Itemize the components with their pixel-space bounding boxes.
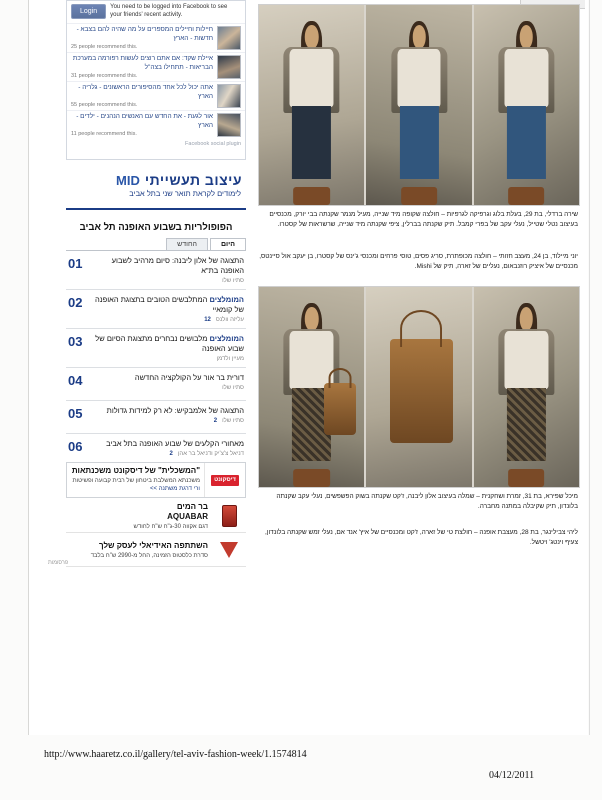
tab-today[interactable]: היום [210,238,246,250]
ad-subtext: דגם אקווה 30-ג"ח ש"ח לחודש [133,523,208,530]
ad-brand: AQUABAR [167,511,208,521]
rank-number: 03 [68,334,83,349]
tab-month[interactable]: החודש [166,238,208,250]
recommend-count: 55 people recommend this. [71,102,138,108]
discount-bank-logo [204,463,245,497]
ad-headline: השתתפה האידיאלי לעסק שלך [99,540,208,550]
comment-count: 12 [204,317,211,323]
article-link[interactable]: אור לגעת - את החדש עם האנשים הנהנים - ילדים - הארץ [76,113,213,129]
article-link[interactable]: איילת שקד: אם אתם רוצים לעשות רפורמה במערכת הבריאות - תתחילו בצה"ל [72,55,213,71]
photo-caption: ליהי צבילינגר, בת 28, מעצבת אופנה – חולצת טי של זארה, ז'קט ומכנסיים של איץ' אנד אם, נעלי זמש שקנתה בלונדון, צעיף וינטג' ויטשל. [265,529,578,546]
ad-aquabar[interactable] [66,500,246,533]
photo-caption: שירה ברדלי, בת 29, בעלת בלוג וגרפיקה לגרפיות – חולצה שקופה מיד שנייה, מעיל מנמר שקנתה בבי יורק, מכנסיים בעיצוב נטלי שטייל, נעלי עקב של בפרי קמבל. תיק שקנתה בברלין, ציפי שקנתה מיד שנייה, שרשראות של קסטרו. [269,211,578,228]
ad-headline: בר המים [176,501,208,511]
list-item[interactable] [67,52,245,81]
photo-figure-4 [259,287,364,487]
mid-english-title: MID [116,173,140,188]
list-item[interactable] [66,329,246,368]
article-link[interactable]: התצוגה של אלמבקיש: לא רק למידות גדולות [106,406,244,415]
large-handbag [390,339,453,443]
photo-figure-3 [474,5,579,205]
rank-number: 06 [68,439,83,454]
list-item[interactable] [66,290,246,329]
photo-figure-6 [474,287,579,487]
byline: סתיו שלו [222,278,244,284]
bottle-icon [212,502,246,530]
ad-subtext: סדרת כלסטוס הזמינה, החל מ-2990 ש"ח בלבד [90,552,208,559]
popular-articles-module [66,218,246,467]
article-thumbnail [217,84,241,108]
recommended-tag: המומלצים [209,295,244,304]
photo-caption: יוני מיילוד, בן 24, מעצב חזותי – חולצה מכופתרת, סריג פסים, טוסי פרחים ומכנסי ג'ינס של קסטרו, בן יעקב אול סיינטס, מכנסיים של איציק רוזנבאום, נעליים של זארה, תיק של Mishi. [259,253,578,270]
mid-subtitle: לימודים לקראת תואר שני בתל אביב [129,189,241,198]
list-item[interactable] [67,23,245,52]
article-thumbnail [217,26,241,50]
popular-heading: הפופולריות בשבוע האופנה תל אביב [79,222,233,233]
vase-icon [212,536,246,564]
article-link[interactable]: המתלבשים הטובים בתצוגת האופנה של קומאיי [94,295,244,314]
article-link[interactable]: חיילות וחיילים המספרים על מה שהיה להם בצבא - חדשות - הארץ [76,26,213,42]
list-item[interactable] [66,401,246,434]
rank-number: 05 [68,406,83,421]
advertisement-label: פרסומות [48,560,69,566]
page-edge-left [28,0,29,735]
byline: סתיו שלו [222,418,244,424]
comment-count: 2 [169,451,173,457]
article-link[interactable]: אתה יכול לכל אחד מהסיפורים הראשונים - גלריה - הארץ [78,84,213,100]
article-link[interactable]: התצוגה של אלון ליבנה: סיום מרהיב לשבוע האופנה בת"א [111,256,244,275]
recommended-tag: המומלצים [209,334,244,343]
recommend-count: 11 people recommend this. [71,131,137,137]
rank-number: 02 [68,295,83,310]
article-thumbnail [217,113,241,137]
photo-group-top [258,4,580,206]
discount-badge: דיסקונט [211,475,239,486]
handbag [324,383,356,435]
byline: סתיו שלו [222,385,244,391]
mid-hebrew-title: עיצוב תעשייתי [144,172,242,188]
list-item[interactable] [67,110,245,139]
list-item[interactable] [66,368,246,401]
facebook-plugin-label: Facebook social plugin [185,141,241,147]
facebook-login-button[interactable]: Login [71,4,106,19]
ad-subtext: משכנתא המשלבת ביטחון של רבית קבועה ופשיטות [72,478,200,484]
photo-figure-2 [366,5,471,205]
photo-figure-1 [259,5,364,205]
comment-count: 2 [213,418,218,424]
article-thumbnail [217,55,241,79]
mid-program-banner[interactable] [66,168,246,210]
article-link[interactable]: מאחורי הקלעים של שבוע האופנה בתל אביב [106,439,244,448]
printed-url: http://www.haaretz.co.il/gallery/tel-aviv-fashion-week/1.1574814 [44,749,307,760]
photo-caption: מיכל שפירא, בת 31, זמרת ושחקנית – שמלה בעיצוב אלון ליבנה, ז'קט שקנתה בשוק הפשפשים, נעלי עקב שקנתה בלונדון, תיק שקיבלה במתנה מחברה. [276,493,578,510]
page-edge-right [589,0,590,735]
article-link[interactable]: מלבושים נבחרים מתצוגת הסיום של שבוע האופנה [95,334,244,353]
photo-figure-5 [366,287,471,487]
byline: דניאל צ'צ'יק ודניאל בר אהן [177,451,244,457]
article-link[interactable]: דורית בר אור על הקולקציה החדשה [134,373,244,382]
printed-date: 04/12/2011 [489,770,535,781]
facebook-recommendations-widget [66,0,246,160]
ad-headline: "המשכלית" של דיסקונט משכנתאות [71,466,200,475]
recommend-count: 25 people recommend this. [71,44,138,50]
rank-number: 01 [68,256,83,271]
list-item[interactable] [66,251,246,290]
ad-link[interactable]: ורי דרגת משתנה >> [150,486,200,492]
ad-office-furniture[interactable] [66,534,246,567]
popular-tabs [66,238,246,251]
rank-number: 04 [68,373,83,388]
byline: עליזה וולנס [215,317,244,323]
recommend-count: 31 people recommend this. [71,73,138,79]
byline: מעיין ולדמן [216,356,244,362]
facebook-login-note: You need to be logged into Facebook to see your friends' recent activity. [110,4,228,18]
ad-discount-mortgage[interactable] [66,462,246,498]
list-item[interactable] [67,81,245,110]
photo-group-bottom [258,286,580,488]
facebook-login-row [67,1,245,23]
